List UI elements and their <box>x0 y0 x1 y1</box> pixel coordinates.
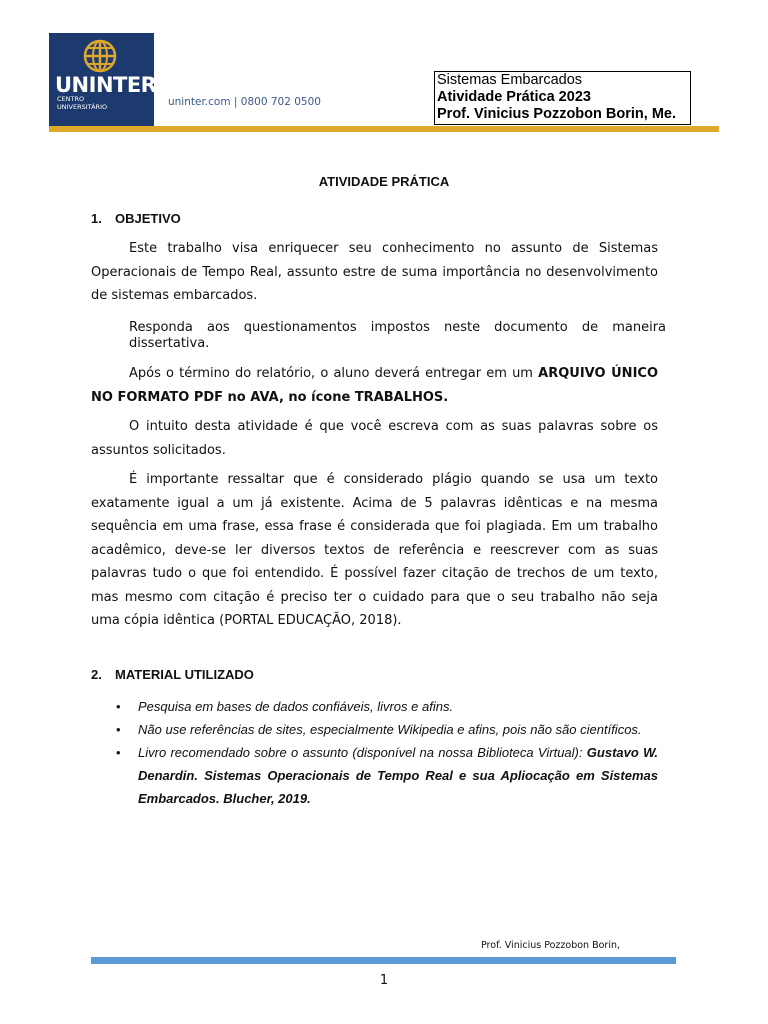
delivery-location: TRABALHOS. <box>354 389 449 405</box>
section-title: MATERIAL UTILIZADO <box>115 667 254 682</box>
delivery-format: ARQUIVO ÚNICO NO FORMATO PDF no AVA <box>91 366 658 405</box>
header-rule <box>49 126 719 132</box>
list-item <box>116 718 658 741</box>
section-title: OBJETIVO <box>115 211 181 226</box>
section-heading-objetivo <box>91 211 181 226</box>
section-number: 1. <box>91 211 102 226</box>
logo-wordmark: UNINTER <box>55 73 157 97</box>
book-reference: Gustavo W. Denardin. Sistemas Operacionais de Tempo Real e sua Apliocação em Sistemas Embarcados. Blucher, 2019. <box>138 745 658 806</box>
delivery-text-mid: , no ícone <box>278 389 355 405</box>
delivery-text-start: Após o término do relatório, o aluno deverá entregar em um <box>129 366 539 381</box>
paragraph-delivery <box>91 362 658 409</box>
logo-subtitle <box>57 96 107 111</box>
list-item-text: Não use referências de sites, especialmente Wikipedia e afins, pois não são científicos. <box>138 722 642 737</box>
uninter-logo <box>49 33 157 128</box>
section-number: 2. <box>91 667 102 682</box>
section-heading-material <box>91 667 254 682</box>
course-name: Sistemas Embarcados <box>437 72 583 88</box>
globe-icon <box>79 39 121 73</box>
course-header-box <box>434 71 691 125</box>
logo-sub-line-1: CENTRO <box>57 95 85 103</box>
list-item-text: Pesquisa em bases de dados confiáveis, livros e afins. <box>138 699 454 714</box>
paragraph-purpose: O intuito desta atividade é que você escreva com as suas palavras sobre os assuntos solicitados. <box>91 419 658 458</box>
list-item <box>116 695 658 718</box>
paragraph-instructions: Responda aos questionamentos impostos neste documento de maneira dissertativa. <box>129 320 666 351</box>
materials-list <box>116 695 658 810</box>
list-item-text: Livro recomendado sobre o assunto (disponível na nossa Biblioteca Virtual): <box>138 745 587 760</box>
bullet-icon: • <box>116 722 121 737</box>
professor-name: Prof. Vinicius Pozzobon Borin, Me. <box>437 106 676 122</box>
paragraph-plagiarism: É importante ressaltar que é considerado plágio quando se usa um texto exatamente igual a um já existente. Acima de 5 palavras idênticas e na mesma sequência em uma frase, essa frase é considerada que foi plagiada. Em um trabalho acadêmico, deve-se ler diversos textos de referência e reescrever com as suas palavras tudo o que foi entendido. É possível fazer citação de trechos de um texto, mas mesmo com citação é preciso ter o cuidado para que o seu trabalho não seja uma cópia idêntica (PORTAL EDUCAÇÃO, 2018). <box>91 472 658 628</box>
bullet-icon: • <box>116 745 121 760</box>
bullet-icon: • <box>116 699 121 714</box>
activity-name: Atividade Prática 2023 <box>437 89 591 105</box>
page-number: 1 <box>379 973 389 988</box>
footer-rule <box>91 957 676 964</box>
logo-sub-line-2: UNIVERSITÁRIO <box>57 102 108 111</box>
paragraph-intro: Este trabalho visa enriquecer seu conhecimento no assunto de Sistemas Operacionais de Tempo Real, assunto estre de suma importância no desenvolvimento de sistemas embarcados. <box>91 241 658 303</box>
contact-info: uninter.com | 0800 702 0500 <box>168 96 321 108</box>
list-item <box>116 741 658 810</box>
footer-author: Prof. Vinicius Pozzobon Borin, <box>481 940 620 951</box>
page-title: ATIVIDADE PRÁTICA <box>318 174 450 189</box>
